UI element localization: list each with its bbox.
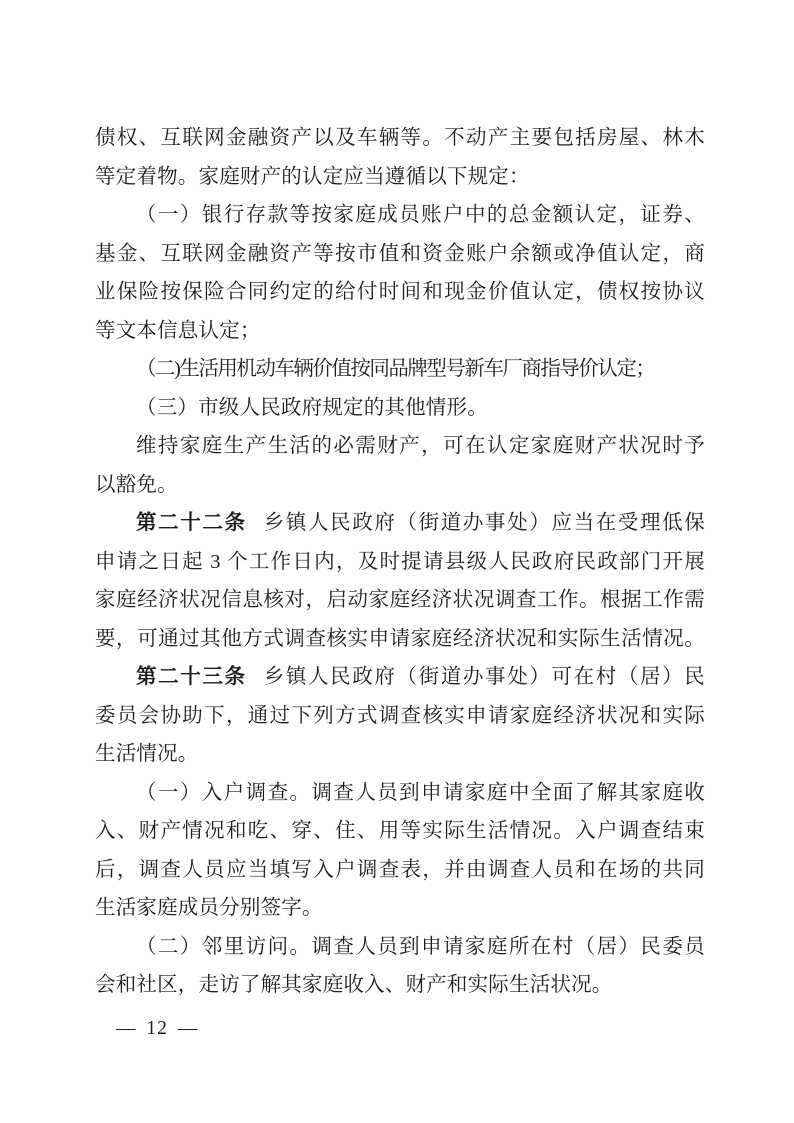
text-line: 委员会协助下，通过下列方式调查核实申请家庭经济状况和实际 xyxy=(95,704,705,727)
text-line: 以豁免。 xyxy=(95,473,178,496)
article-heading-line xyxy=(95,658,705,697)
text-line: （一）银行存款等按家庭成员账户中的总金额认定，证券、 xyxy=(136,204,705,226)
article-text: 乡镇人民政府（街道办事处）可在村（居）民 xyxy=(263,666,705,688)
text-line: 生活家庭成员分别签字。 xyxy=(95,897,323,919)
text-line: 会和社区，走访了解其家庭收入、财产和实际生活状况。 xyxy=(95,974,613,996)
text-line: （一）入户调查。调查人员到申请家庭中全面了解其家庭收 xyxy=(136,781,705,804)
text-line: （二)生活用机动车辆价值按同品牌型号新车厂商指导价认定； xyxy=(136,358,655,380)
text-line: 家庭经济状况信息核对，启动家庭经济状况调查工作。根据工作需 xyxy=(95,589,705,611)
text-line: 生活情况。 xyxy=(95,743,199,765)
text-line: 申请之日起 3 个工作日内，及时提请县级人民政府民政部门开展 xyxy=(95,550,705,573)
text-line: 业保险按保险合同约定的给付时间和现金价值认定，债权按协议 xyxy=(95,281,705,303)
text-line: （二）邻里访问。调查人员到申请家庭所在村（居）民委员 xyxy=(136,935,705,958)
article-number: 第二十三条 xyxy=(136,665,247,688)
text-line: 基金、互联网金融资产等按市值和资金账户余额或净值认定，商 xyxy=(95,242,705,265)
page-number: — 12 — xyxy=(116,1018,199,1039)
article-text: 乡镇人民政府（街道办事处）应当在受理低保 xyxy=(263,512,705,534)
article-number: 第二十二条 xyxy=(136,511,247,534)
article-heading-line xyxy=(95,504,705,543)
text-line: 入、财产情况和吃、穿、住、用等实际生活情况。入户调查结束 xyxy=(95,820,705,842)
text-line: 后，调查人员应当填写入户调查表，并由调查人员和在场的共同 xyxy=(95,858,705,881)
text-line: 要，可通过其他方式调查核实申请家庭经济状况和实际生活情况。 xyxy=(95,627,705,650)
text-line: 等文本信息认定； xyxy=(95,319,261,342)
text-line: （三）市级人民政府规定的其他情形。 xyxy=(136,396,488,419)
text-line: 债权、互联网金融资产以及车辆等。不动产主要包括房屋、林木 xyxy=(95,127,705,149)
text-line: 维持家庭生产生活的必需财产，可在认定家庭财产状况时予 xyxy=(136,435,705,457)
document-body xyxy=(95,119,705,1005)
text-line: 等定着物。家庭财产的认定应当遵循以下规定： xyxy=(95,165,530,188)
